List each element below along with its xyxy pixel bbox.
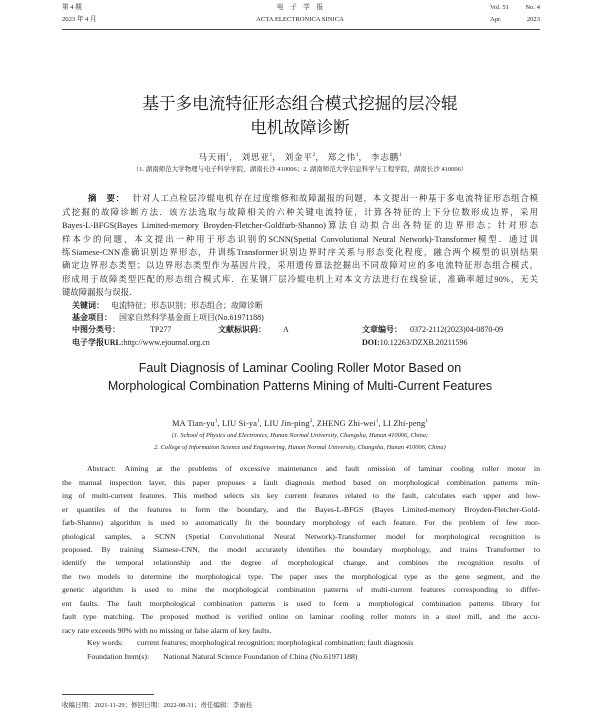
abstract-cn-text: 针对人工点检层冷辊电机存在过度维修和故障漏报的问题，本文提出一种基于多电流特征形态组合模 [132,194,538,204]
title-en-line-2: Morphological Combination Patterns Mining of Multi-Current Features [107,379,493,394]
abstract-en-line: ent faults. The fault morphological combination patterns is used to form a morphological combination patterns library for [62,598,540,608]
header-divider [62,29,540,30]
abstract-cn-label: 摘 要： [88,194,125,204]
keywords-en-label: Key words: [87,638,124,648]
header-volume-block [490,2,540,26]
affiliations-en [0,430,600,454]
author-affiliation-mark: 1 [355,152,359,159]
journal-name-cn: 电 子 学 报 [276,4,324,11]
issue-cn: 第 4 期 [62,4,82,11]
footnote-divider [62,694,154,695]
author-name: 李志鹏 [370,152,400,162]
keywords-en-value: current features; morphological recognition; morphological combination; fault diagnosis [137,638,414,648]
journal-url-label: 电子学报URL: [72,337,124,347]
classification-row [62,324,540,336]
metadata-en [62,636,540,663]
doi-label: DOI: [362,337,380,347]
header-journal-block [200,2,400,26]
fund-en-value: National Natural Science Foundation of China (No.61971188) [163,651,358,661]
fund-cn-label: 基金项目： [72,313,112,323]
doi [362,337,467,349]
author-name: LIU Si-ya [221,419,258,428]
abstract-en-label: Abstract: [87,464,116,474]
abstract-en-line: er quantiles of the features to form the boundary, and the Bayes-L-BFGS (Bayes Limited-memory Broyden-Fletcher-Gold- [62,504,540,514]
abstract-cn-line: 确定边界形态类型；以边界形态类型作为基因片段，采用遗传算法挖掘出不同故障对应的多电流特征形态组合模式， [62,261,538,271]
keywords-en-row [62,636,540,650]
author-separator: , [312,419,317,428]
issue-number-label: No. 4 [525,4,540,11]
abstract-en [62,462,540,637]
abstract-en-line: proposed. By training Siamese-CNN, the model accurately identifies the boundary morphology, and trains Transformer to [62,545,540,555]
abstract-en-line: fault type matching. The proposed method is verified online on laminar cooling roller motors in a steel mill, and the accu- [62,612,540,622]
author-separator: , [259,419,265,428]
article-no-value: 0372-2112(2023)04-0870-09 [410,325,504,335]
page-title-cn [0,92,600,140]
journal-url [72,337,210,349]
fund-en-row [62,650,540,664]
volume-label: Vol. 51 [490,4,509,11]
abstract-cn-line [62,192,538,205]
metadata-cn [62,300,540,349]
abstract-en-line: the manual inspection layer, this paper proposes a fault diagnosis method based on morphological combination patterns min- [62,477,540,487]
date-cn: 2023 年 4 月 [62,16,97,23]
abstract-en-line: farb-Shanno) algorithm is used to automatically fit the boundary morphology of each feature. For the problem of few mor- [62,518,540,528]
author-affiliation-mark: 1 [399,152,402,159]
keywords-cn-value: 电流特征；形态识别；形态组合；故障诊断 [111,300,263,310]
abstract-cn-line: 形成用于故障类型匹配的形态组合模式库．在某钢厂层冷辊电机上对本文方法进行在线验证，准确率超过90%，无关 [62,274,538,284]
author-affiliation-mark: 2 [312,152,316,159]
author-affiliation-mark: 2 [309,419,313,425]
affiliation-en-line: (1. School of Physics and Electronics, Hunan Normal University, Changsha, Hunan 410006, China; [171,432,429,439]
abstract-en-line: genetic algorithm is used to mine the morphological combination patterns of multi-current features corresponding to differ- [62,585,540,595]
title-cn-line-2: 电机故障诊断 [250,118,350,137]
abstract-cn-line: 键故障漏报与误报． [62,288,138,298]
keywords-cn-label: 关键词： [72,300,104,310]
abstract-cn-line: 练Siamese-CNN准确识别边界形态，并训练Transformer识别边界时序关系与形态变化程度，融合两个模型的识别结果 [62,247,538,257]
page-title-en [0,359,600,396]
clc-value: TP277 [150,325,172,335]
abstract-en-line: racy rate exceeds 90% with no missing or false alarm of key faults. [62,625,272,635]
affiliation-en-line: 2. College of Information Science and Engineering, Hunan Normal University, Changsha, Hunan 410006, China) [154,444,446,451]
title-en-line-1: Fault Diagnosis of Laminar Cooling Roller Motor Based on [138,360,462,375]
clc-label: 中图分类号： [72,325,120,335]
abstract-cn-line: 样本少的问题，本文提出一种用于形态识别的SCNN(Spetial Convolutional Neural Network)-Transformer模型．通过训 [62,234,538,244]
author-affiliation-mark: 1 [226,152,230,159]
author-name: 刘金平 [284,152,313,162]
author-list-en [0,418,600,430]
doc-code-label: 文献标识码： [218,325,266,335]
author-separator: , [378,419,383,428]
author-name: LIU Jin-ping [264,419,310,428]
author-affiliation-mark: 1 [425,419,428,425]
month-label: Apr. [490,16,502,23]
fund-en-label: Foundation Item(s): [87,651,150,661]
author-list-cn [0,151,600,163]
doc-code-value: A [283,325,289,335]
year-label: 2023 [526,16,540,23]
doi-value: 10.12263/DZXB.20211596 [379,337,468,347]
received-dates-footnote: 收稿日期：2021-11-29；修回日期：2022-08-31；责任编辑：李雨桂 [62,702,253,709]
month-year-row [490,14,540,26]
abstract-cn [62,192,538,299]
abstract-cn-line: Bayes-L-BFGS(Bayes Limited-memory Broyden-Fletcher-Goldfarb-Shanno)算法自动拟合出各特征的边界形态；针对形态 [62,221,538,231]
abstract-en-line: the two models to determine the morphological type. The paper uses the morphological type as the gene segment, and the [62,571,540,581]
author-name: ZHENG Zhi-wei [316,419,376,428]
abstract-en-line: ing of multi-current features. This method selects six key current features related to the fault, calculates each upper and low- [62,491,540,501]
author-name: 刘思亚 [241,152,270,162]
abstract-en-line: identify the temporal relationship and the degree of morphological change, and combines the recognition results of [62,558,540,568]
fund-cn-value: 国家自然科学基金面上项目(No.61971188) [119,313,264,323]
author-affiliation-mark: 1 [257,419,260,425]
author-name: LI Zhi-peng [382,419,426,428]
title-cn-line-1: 基于多电流特征形态组合模式挖掘的层冷辊 [142,94,458,113]
header-issue-block [62,2,97,26]
author-affiliation-mark: 1 [214,419,218,425]
author-name: MA Tian-yu [172,419,215,428]
url-doi-row [62,337,540,349]
author-separator: ， [229,152,239,162]
volume-row [490,2,540,14]
abstract-en-text: Aiming at the problems of excessive maintenance and fault omission of laminar cooling roller motor in [124,464,540,474]
author-name: 马天雨 [198,152,227,162]
author-name: 郑之伟 [327,152,356,162]
affiliations-cn: （1. 湖南师范大学物理与电子科学学院，湖南长沙 410006；2. 湖南师范大学信息科学与工程学院，湖南长沙 410006） [132,165,468,173]
abstract-cn-line: 式挖掘的故障诊断方法．该方法选取与故障相关的六种关键电流特征，计算各特征的上下分位数形成边界，采用 [62,207,538,217]
article-no-label: 文章编号： [362,325,402,335]
fund-cn-row [62,312,540,324]
keywords-cn-row [62,300,540,312]
author-separator: ， [315,152,325,162]
journal-url-link[interactable]: http://www.ejournal.org.cn [123,337,210,347]
abstract-en-line: phological samples, a SCNN (Spetial Convolutional Neural Network)-Transformer model for morphological recognition is [62,531,540,541]
author-separator: ， [358,152,368,162]
author-affiliation-mark: 1 [375,419,379,425]
abstract-en-line [62,462,540,475]
journal-name-en: ACTA ELECTRONICA SINICA [256,16,344,23]
author-affiliation-mark: 1 [269,152,273,159]
author-separator: , [217,419,222,428]
author-separator: ， [272,152,282,162]
